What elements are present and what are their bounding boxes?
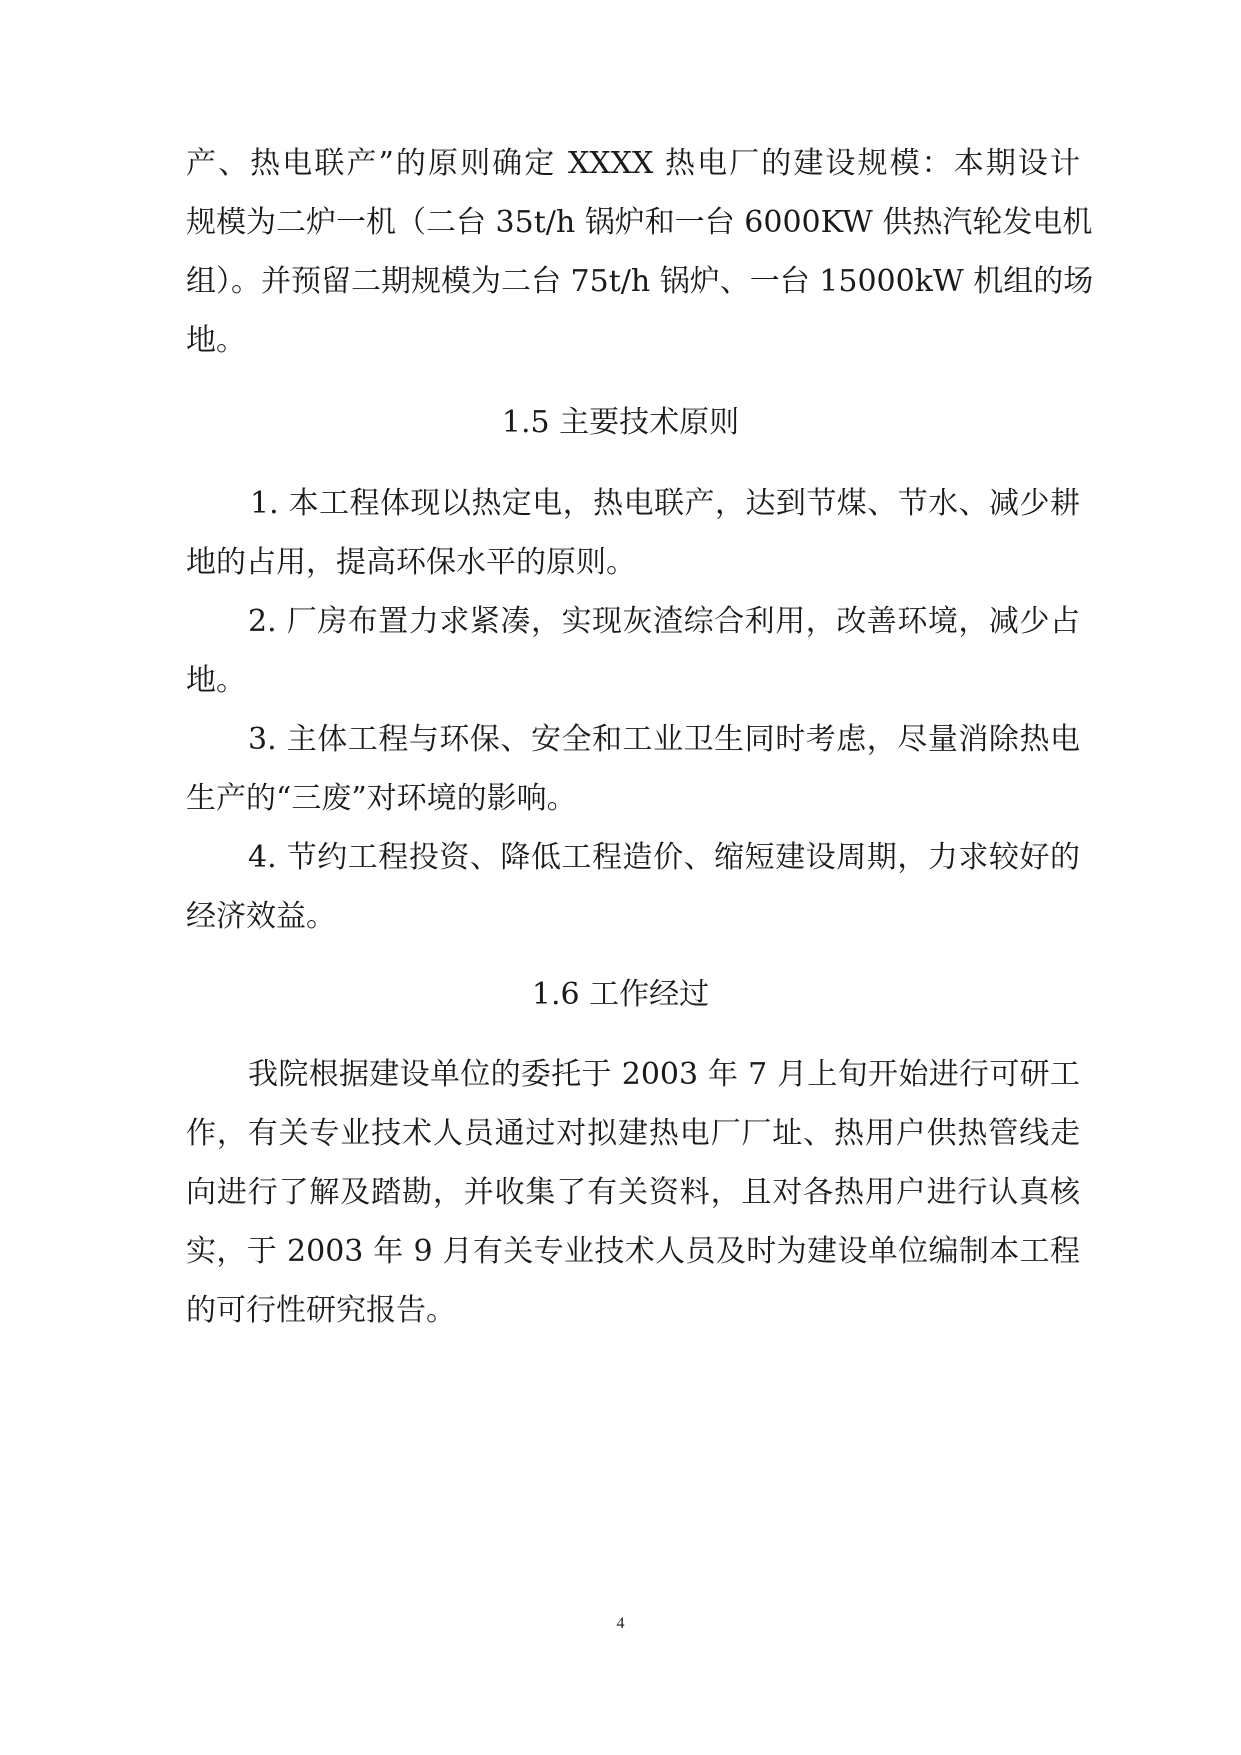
section-heading-1-5: 1.5 主要技术原则 [501,405,740,440]
page-number: 4 [616,1615,625,1632]
paragraph-line: 作，有关专业技术人员通过对拟建热电厂厂址、热用户供热管线走 [186,1116,1080,1151]
paragraph-line: 实，于 2003 年 9 月有关专业技术人员及时为建设单位编制本工程 [186,1234,1080,1269]
paragraph-line: 地的占用，提高环保水平的原则。 [186,545,636,580]
paragraph-line: 的可行性研究报告。 [186,1293,456,1328]
paragraph-line: 1. 本工程体现以热定电，热电联产，达到节煤、节水、减少耕 [250,486,1080,521]
paragraph-line: 2. 厂房布置力求紧凑，实现灰渣综合利用，改善环境，减少占 [248,604,1080,639]
paragraph-line: 向进行了解及踏勘，并收集了有关资料，且对各热用户进行认真核 [186,1175,1080,1210]
paragraph-line: 3. 主体工程与环保、安全和工业卫生同时考虑，尽量消除热电 [248,722,1080,757]
paragraph-line: 4. 节约工程投资、降低工程造价、缩短建设周期，力求较好的 [248,840,1080,875]
paragraph-line: 地。 [186,663,246,698]
paragraph-line: 经济效益。 [186,899,336,934]
paragraph-line: 地。 [186,323,246,358]
paragraph-line: 生产的“三废”对环境的影响。 [186,781,577,816]
paragraph-line: 组）。并预留二期规模为二台 75t/h 锅炉、一台 15000kW 机组的场 [186,264,1094,299]
paragraph-line: 产、热电联产”的原则确定 XXXX 热电厂的建设规模：本期设计 [186,146,1080,181]
paragraph-line: 规模为二炉一机（二台 35t/h 锅炉和一台 6000KW 供热汽轮发电机 [186,205,1093,240]
paragraph-line: 我院根据建设单位的委托于 2003 年 7 月上旬开始进行可研工 [248,1057,1080,1092]
section-heading-1-6: 1.6 工作经过 [531,977,710,1012]
